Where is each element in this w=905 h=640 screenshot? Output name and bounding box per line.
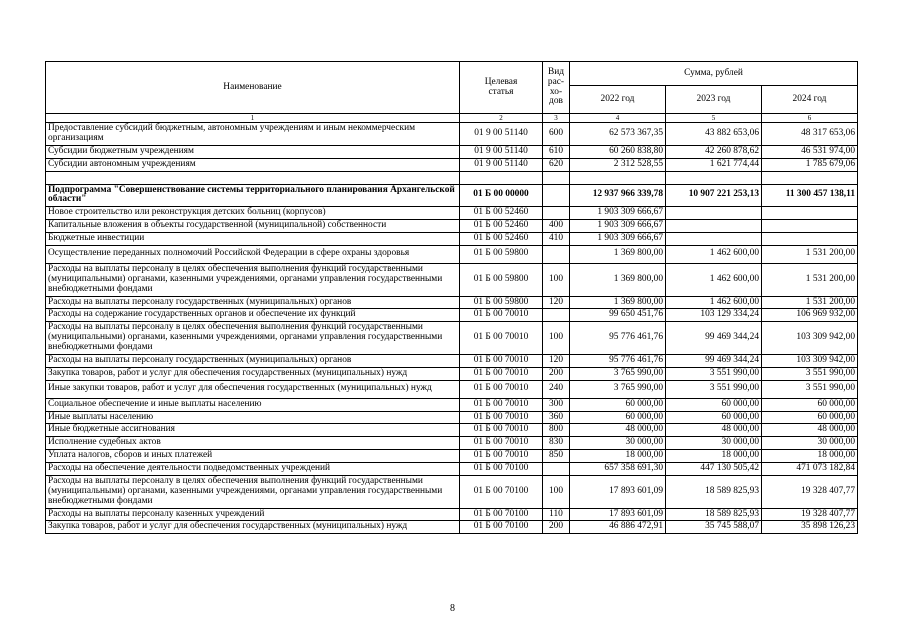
row-sum-2024: 103 309 942,00 (762, 354, 858, 367)
row-sum-2024: 1 531 200,00 (762, 245, 858, 263)
row-sum-2024: 3 551 990,00 (762, 380, 858, 398)
row-sum-2024: 1 785 679,06 (762, 158, 858, 171)
row-name: Закупка товаров, работ и услуг для обеспечения государственных (муниципальных) нужд (46, 367, 460, 380)
row-name: Осуществление переданных полномочий Российской Федерации в сфере охраны здоровья (46, 245, 460, 263)
table-row (46, 398, 858, 411)
table-row (46, 233, 858, 246)
table-row (46, 354, 858, 367)
row-name: Субсидии автономным учреждениям (46, 158, 460, 171)
row-sum-2023 (666, 220, 762, 233)
row-expense-type: 100 (543, 322, 570, 355)
row-expense-type (543, 207, 570, 220)
row-sum-2023: 18 589 825,93 (666, 508, 762, 521)
table-row (46, 207, 858, 220)
row-target-article: 01 Б 00 52460 (460, 233, 543, 246)
row-sum-2023: 60 000,00 (666, 411, 762, 424)
row-sum-2022: 95 776 461,76 (570, 354, 666, 367)
row-sum-2024: 1 531 200,00 (762, 296, 858, 309)
row-expense-type: 100 (543, 475, 570, 508)
row-sum-2022: 1 369 800,00 (570, 263, 666, 296)
row-sum-2022: 60 260 838,80 (570, 145, 666, 158)
table-row (46, 123, 858, 146)
row-sum-2023: 18 000,00 (666, 450, 762, 463)
row-expense-type: 200 (543, 367, 570, 380)
row-sum-2024: 471 073 182,84 (762, 463, 858, 476)
row-name: Иные бюджетные ассигнования (46, 424, 460, 437)
row-expense-type: 110 (543, 508, 570, 521)
row-expense-type (543, 463, 570, 476)
row-sum-2023 (666, 233, 762, 246)
row-sum-2023: 3 551 990,00 (666, 380, 762, 398)
row-sum-2024: 103 309 942,00 (762, 322, 858, 355)
row-sum-2024: 48 000,00 (762, 424, 858, 437)
row-expense-type: 600 (543, 123, 570, 146)
spacer-row (46, 171, 858, 184)
row-target-article: 01 Б 00 70010 (460, 398, 543, 411)
row-target-article: 01 Б 00 70010 (460, 367, 543, 380)
header-name: Наименование (46, 62, 460, 114)
table-row (46, 309, 858, 322)
row-name: Субсидии бюджетным учреждениям (46, 145, 460, 158)
row-name: Иные закупки товаров, работ и услуг для обеспечения государственных (муниципальных) нужд (46, 380, 460, 398)
table-row (46, 367, 858, 380)
row-sum-2024: 106 969 932,00 (762, 309, 858, 322)
row-sum-2023: 35 745 588,07 (666, 521, 762, 534)
row-target-article: 01 9 00 51140 (460, 158, 543, 171)
row-sum-2022: 17 893 601,09 (570, 475, 666, 508)
row-sum-2022: 12 937 966 339,78 (570, 184, 666, 207)
row-sum-2022: 17 893 601,09 (570, 508, 666, 521)
row-name: Уплата налогов, сборов и иных платежей (46, 450, 460, 463)
row-expense-type: 800 (543, 424, 570, 437)
row-sum-2022: 48 000,00 (570, 424, 666, 437)
page-number: 8 (450, 603, 455, 614)
row-sum-2024: 35 898 126,23 (762, 521, 858, 534)
row-target-article: 01 Б 00 70100 (460, 475, 543, 508)
row-sum-2022: 95 776 461,76 (570, 322, 666, 355)
row-target-article: 01 Б 00 52460 (460, 207, 543, 220)
table-row (46, 380, 858, 398)
row-sum-2022: 1 903 309 666,67 (570, 233, 666, 246)
table-row (46, 322, 858, 355)
row-sum-2022: 60 000,00 (570, 411, 666, 424)
row-sum-2022: 3 765 990,00 (570, 367, 666, 380)
row-expense-type: 300 (543, 398, 570, 411)
row-expense-type: 850 (543, 450, 570, 463)
header-index-row (46, 114, 858, 123)
spacer-cell (666, 171, 762, 184)
index-cell: 6 (762, 114, 858, 123)
row-sum-2024 (762, 233, 858, 246)
table-row (46, 450, 858, 463)
row-expense-type: 830 (543, 437, 570, 450)
row-sum-2023: 60 000,00 (666, 398, 762, 411)
row-sum-2022: 1 903 309 666,67 (570, 207, 666, 220)
table-row (46, 245, 858, 263)
header-year-2024: 2024 год (762, 86, 858, 114)
spacer-cell (762, 171, 858, 184)
row-target-article: 01 Б 00 70010 (460, 437, 543, 450)
row-name: Расходы на выплаты персоналу государственных (муниципальных) органов (46, 354, 460, 367)
row-name: Расходы на содержание государственных органов и обеспечение их функций (46, 309, 460, 322)
row-sum-2024: 46 531 974,00 (762, 145, 858, 158)
header-target-article: Целевая статья (460, 62, 543, 114)
row-target-article: 01 Б 00 70010 (460, 309, 543, 322)
row-sum-2024: 11 300 457 138,11 (762, 184, 858, 207)
row-sum-2023 (666, 207, 762, 220)
header-year-2023: 2023 год (666, 86, 762, 114)
table-row (46, 184, 858, 207)
row-expense-type: 120 (543, 296, 570, 309)
row-name: Расходы на выплаты персоналу казенных учреждений (46, 508, 460, 521)
row-sum-2023: 1 621 774,44 (666, 158, 762, 171)
row-target-article: 01 Б 00 52460 (460, 220, 543, 233)
row-target-article: 01 Б 00 70010 (460, 354, 543, 367)
row-target-article: 01 Б 00 59800 (460, 245, 543, 263)
row-name: Расходы на обеспечение деятельности подведомственных учреждений (46, 463, 460, 476)
row-expense-type: 100 (543, 263, 570, 296)
row-expense-type: 360 (543, 411, 570, 424)
spacer-cell (46, 171, 460, 184)
row-sum-2023: 103 129 334,24 (666, 309, 762, 322)
row-sum-2024: 60 000,00 (762, 411, 858, 424)
spacer-cell (460, 171, 543, 184)
row-sum-2022: 3 765 990,00 (570, 380, 666, 398)
row-sum-2023: 48 000,00 (666, 424, 762, 437)
header-sum: Сумма, рублей (570, 62, 858, 86)
row-sum-2023: 42 260 878,62 (666, 145, 762, 158)
row-sum-2023: 1 462 600,00 (666, 245, 762, 263)
row-sum-2022: 62 573 367,35 (570, 123, 666, 146)
row-target-article: 01 Б 00 70010 (460, 380, 543, 398)
row-sum-2023: 30 000,00 (666, 437, 762, 450)
spacer-cell (543, 171, 570, 184)
table-row (46, 508, 858, 521)
row-sum-2024: 48 317 653,06 (762, 123, 858, 146)
row-expense-type: 120 (543, 354, 570, 367)
row-sum-2022: 1 369 800,00 (570, 245, 666, 263)
row-sum-2024: 3 551 990,00 (762, 367, 858, 380)
table-row (46, 220, 858, 233)
row-name: Расходы на выплаты персоналу в целях обеспечения выполнения функций государственными (муниципальными) органами, казенными учреждениями, органами управления государственными внебюджетными фондами (46, 322, 460, 355)
row-target-article: 01 Б 00 70010 (460, 424, 543, 437)
table-row (46, 475, 858, 508)
row-name: Расходы на выплаты персоналу государственных (муниципальных) органов (46, 296, 460, 309)
index-cell: 2 (460, 114, 543, 123)
row-target-article: 01 Б 00 70100 (460, 521, 543, 534)
row-name: Предоставление субсидий бюджетным, автономным учреждениям и иным некоммерческим организациям (46, 123, 460, 146)
row-target-article: 01 Б 00 70010 (460, 411, 543, 424)
header-expense-type: Вид рас- хо- дов (543, 62, 570, 114)
row-name: Социальное обеспечение и иные выплаты населению (46, 398, 460, 411)
row-expense-type (543, 184, 570, 207)
row-sum-2023: 10 907 221 253,13 (666, 184, 762, 207)
row-sum-2023: 18 589 825,93 (666, 475, 762, 508)
row-sum-2024: 18 000,00 (762, 450, 858, 463)
index-cell: 4 (570, 114, 666, 123)
row-expense-type (543, 245, 570, 263)
table-row (46, 463, 858, 476)
table-row (46, 145, 858, 158)
row-sum-2022: 2 312 528,55 (570, 158, 666, 171)
row-name: Исполнение судебных актов (46, 437, 460, 450)
table-row (46, 158, 858, 171)
row-sum-2022: 18 000,00 (570, 450, 666, 463)
row-sum-2022: 657 358 691,30 (570, 463, 666, 476)
header-year-2022: 2022 год (570, 86, 666, 114)
row-target-article: 01 Б 00 59800 (460, 296, 543, 309)
row-expense-type: 240 (543, 380, 570, 398)
row-sum-2022: 60 000,00 (570, 398, 666, 411)
row-name: Расходы на выплаты персоналу в целях обеспечения выполнения функций государственными (муниципальными) органами, казенными учреждениями, органами управления государственными внебюджетными фондами (46, 263, 460, 296)
row-sum-2024 (762, 207, 858, 220)
row-sum-2023: 1 462 600,00 (666, 296, 762, 309)
row-sum-2022: 1 903 309 666,67 (570, 220, 666, 233)
row-sum-2024: 19 328 407,77 (762, 508, 858, 521)
row-target-article: 01 9 00 51140 (460, 145, 543, 158)
row-name: Иные выплаты населению (46, 411, 460, 424)
row-target-article: 01 Б 00 70100 (460, 508, 543, 521)
row-name: Капитальные вложения в объекты государственной (муниципальной) собственности (46, 220, 460, 233)
row-sum-2023: 99 469 344,24 (666, 322, 762, 355)
row-sum-2022: 1 369 800,00 (570, 296, 666, 309)
row-target-article: 01 Б 00 59800 (460, 263, 543, 296)
row-name: Новое строительство или реконструкция детских больниц (корпусов) (46, 207, 460, 220)
table-row (46, 437, 858, 450)
row-sum-2022: 46 886 472,91 (570, 521, 666, 534)
table-row (46, 411, 858, 424)
table-row (46, 296, 858, 309)
row-sum-2024: 1 531 200,00 (762, 263, 858, 296)
index-cell: 1 (46, 114, 460, 123)
row-expense-type: 200 (543, 521, 570, 534)
row-sum-2023: 447 130 505,42 (666, 463, 762, 476)
row-expense-type: 610 (543, 145, 570, 158)
row-expense-type: 400 (543, 220, 570, 233)
row-target-article: 01 Б 00 00000 (460, 184, 543, 207)
row-sum-2022: 30 000,00 (570, 437, 666, 450)
table-row (46, 263, 858, 296)
index-cell: 5 (666, 114, 762, 123)
spacer-cell (570, 171, 666, 184)
index-cell: 3 (543, 114, 570, 123)
row-target-article: 01 Б 00 70010 (460, 450, 543, 463)
row-sum-2023: 3 551 990,00 (666, 367, 762, 380)
table-row (46, 424, 858, 437)
row-name: Бюджетные инвестиции (46, 233, 460, 246)
row-sum-2023: 1 462 600,00 (666, 263, 762, 296)
row-name: Закупка товаров, работ и услуг для обеспечения государственных (муниципальных) нужд (46, 521, 460, 534)
row-sum-2024: 30 000,00 (762, 437, 858, 450)
row-expense-type (543, 309, 570, 322)
row-sum-2023: 43 882 653,06 (666, 123, 762, 146)
row-target-article: 01 Б 00 70010 (460, 322, 543, 355)
row-name: Расходы на выплаты персоналу в целях обеспечения выполнения функций государственными (муниципальными) органами, казенными учреждениями, органами управления государственными внебюджетными фондами (46, 475, 460, 508)
row-name: Подпрограмма "Совершенствование системы территориального планирования Архангельской области" (46, 184, 460, 207)
row-sum-2022: 99 650 451,76 (570, 309, 666, 322)
row-target-article: 01 Б 00 70100 (460, 463, 543, 476)
row-sum-2024: 19 328 407,77 (762, 475, 858, 508)
table-body (46, 123, 858, 534)
row-sum-2024: 60 000,00 (762, 398, 858, 411)
row-target-article: 01 9 00 51140 (460, 123, 543, 146)
row-expense-type: 620 (543, 158, 570, 171)
table-row (46, 521, 858, 534)
budget-table (45, 61, 858, 534)
row-expense-type: 410 (543, 233, 570, 246)
row-sum-2024 (762, 220, 858, 233)
row-sum-2023: 99 469 344,24 (666, 354, 762, 367)
